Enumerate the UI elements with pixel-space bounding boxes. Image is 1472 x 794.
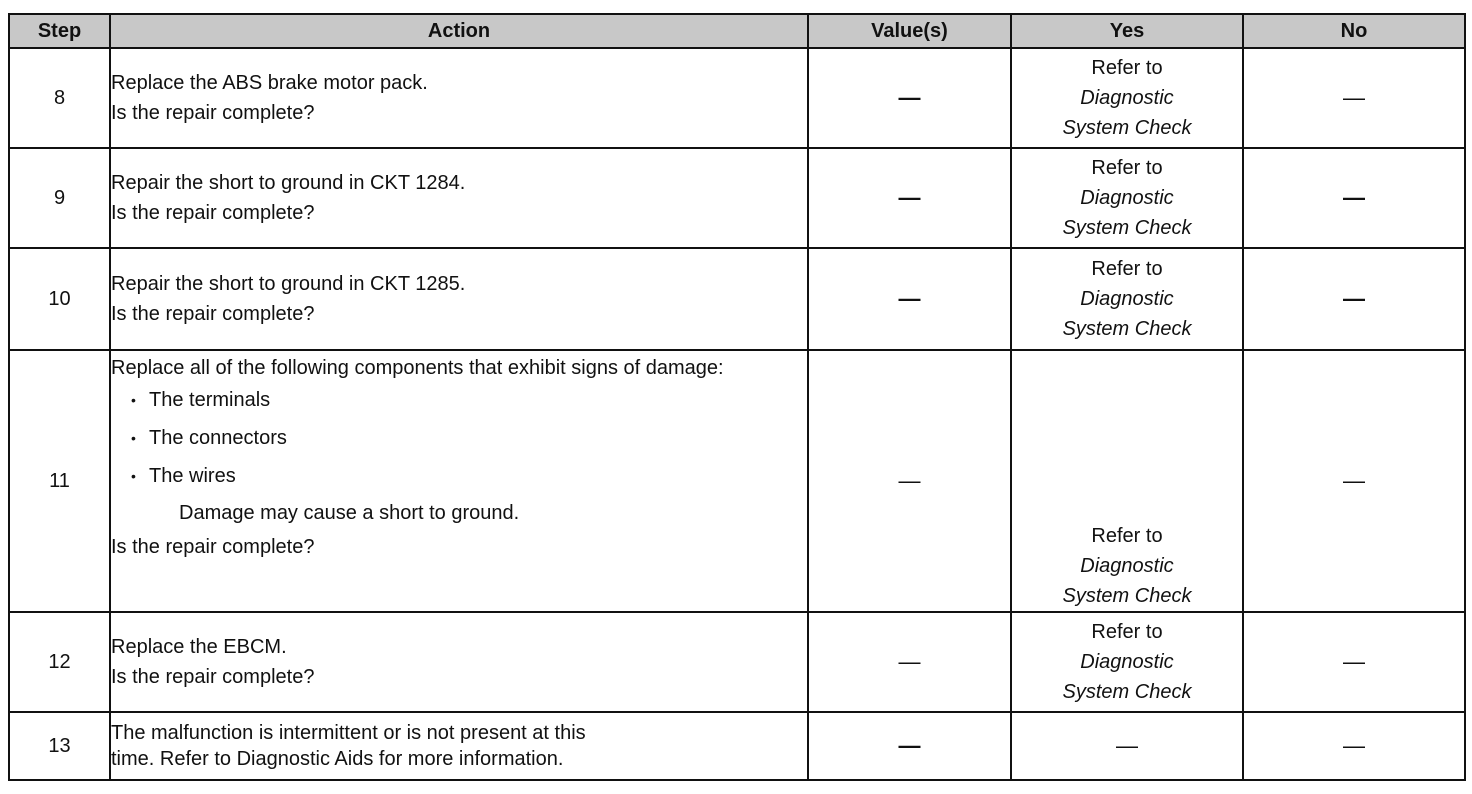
value-dash: — <box>898 185 921 210</box>
value-dash: — <box>898 649 921 674</box>
value-dash: — <box>898 733 921 758</box>
yes-cell <box>1011 350 1243 612</box>
step-number: 10 <box>9 248 110 350</box>
action-text: Replace the EBCM. <box>111 636 287 658</box>
yes-cell <box>1011 48 1243 148</box>
yes-cell <box>1011 712 1243 780</box>
table-row <box>9 612 1465 712</box>
no-dash: — <box>1343 286 1365 311</box>
value-cell <box>808 612 1011 712</box>
action-question: Is the repair complete? <box>111 303 315 325</box>
yes-link-system-check[interactable]: System Check <box>1062 117 1192 139</box>
yes-link-diagnostic[interactable]: Diagnostic <box>1080 288 1174 310</box>
action-text: The malfunction is intermittent or is not present at this <box>111 722 586 744</box>
yes-link-diagnostic[interactable]: Diagnostic <box>1080 187 1174 209</box>
header-row <box>9 14 1465 48</box>
yes-link-system-check[interactable]: System Check <box>1062 318 1192 340</box>
header-values: Value(s) <box>808 14 1011 48</box>
action-question: Is the repair complete? <box>111 102 315 124</box>
action-cell <box>110 612 808 712</box>
table-row <box>9 350 1465 612</box>
list-item: • The wires <box>111 457 807 495</box>
yes-link-system-check[interactable]: System Check <box>1062 585 1192 607</box>
action-cell <box>110 48 808 148</box>
yes-dash: — <box>1116 733 1138 758</box>
action-cell <box>110 248 808 350</box>
yes-cell <box>1011 148 1243 248</box>
diagnostic-table <box>8 13 1466 781</box>
yes-link-diagnostic[interactable]: Diagnostic <box>1080 555 1174 577</box>
no-cell <box>1243 248 1465 350</box>
yes-cell <box>1011 248 1243 350</box>
action-question: Is the repair complete? <box>111 536 315 558</box>
value-dash: — <box>898 286 921 311</box>
step-number: 9 <box>9 148 110 248</box>
yes-refer: Refer to <box>1091 258 1163 280</box>
header-no: No <box>1243 14 1465 48</box>
table-row <box>9 712 1465 780</box>
action-cell <box>110 148 808 248</box>
no-cell <box>1243 48 1465 148</box>
table-row <box>9 248 1465 350</box>
step-number: 13 <box>9 712 110 780</box>
yes-refer: Refer to <box>1091 621 1163 643</box>
header-action: Action <box>110 14 808 48</box>
yes-refer: Refer to <box>1091 57 1163 79</box>
step-number: 12 <box>9 612 110 712</box>
no-dash: — <box>1343 649 1365 674</box>
yes-link-system-check[interactable]: System Check <box>1062 217 1192 239</box>
no-cell <box>1243 612 1465 712</box>
yes-cell <box>1011 612 1243 712</box>
action-text: Repair the short to ground in CKT 1285. <box>111 273 466 295</box>
table-row <box>9 148 1465 248</box>
list-item: • The connectors <box>111 419 807 457</box>
yes-refer: Refer to <box>1091 525 1163 547</box>
header-step: Step <box>9 14 110 48</box>
no-dash: — <box>1343 185 1365 210</box>
action-cell <box>110 350 808 612</box>
component-list <box>111 381 807 495</box>
value-dash: — <box>898 85 921 110</box>
value-cell <box>808 350 1011 612</box>
value-cell <box>808 148 1011 248</box>
yes-refer: Refer to <box>1091 157 1163 179</box>
value-cell <box>808 48 1011 148</box>
yes-link-diagnostic[interactable]: Diagnostic <box>1080 87 1174 109</box>
action-question: Is the repair complete? <box>111 202 315 224</box>
step-number: 8 <box>9 48 110 148</box>
value-dash: — <box>898 468 921 493</box>
action-note: Damage may cause a short to ground. <box>179 502 520 524</box>
action-text: Replace the ABS brake motor pack. <box>111 72 428 94</box>
header-yes: Yes <box>1011 14 1243 48</box>
no-dash: — <box>1343 733 1365 758</box>
list-item: • The terminals <box>111 381 807 419</box>
step-number: 11 <box>9 350 110 612</box>
no-dash: — <box>1343 468 1365 493</box>
table-row <box>9 48 1465 148</box>
action-cell <box>110 712 808 780</box>
no-cell <box>1243 712 1465 780</box>
action-text: Replace all of the following components that exhibit signs of damage: <box>111 357 724 379</box>
yes-link-diagnostic[interactable]: Diagnostic <box>1080 651 1174 673</box>
no-cell <box>1243 148 1465 248</box>
no-dash: — <box>1343 85 1365 110</box>
yes-link-system-check[interactable]: System Check <box>1062 681 1192 703</box>
action-text: time. Refer to Diagnostic Aids for more information. <box>111 748 564 770</box>
action-question: Is the repair complete? <box>111 666 315 688</box>
value-cell <box>808 248 1011 350</box>
action-text: Repair the short to ground in CKT 1284. <box>111 172 466 194</box>
no-cell <box>1243 350 1465 612</box>
value-cell <box>808 712 1011 780</box>
